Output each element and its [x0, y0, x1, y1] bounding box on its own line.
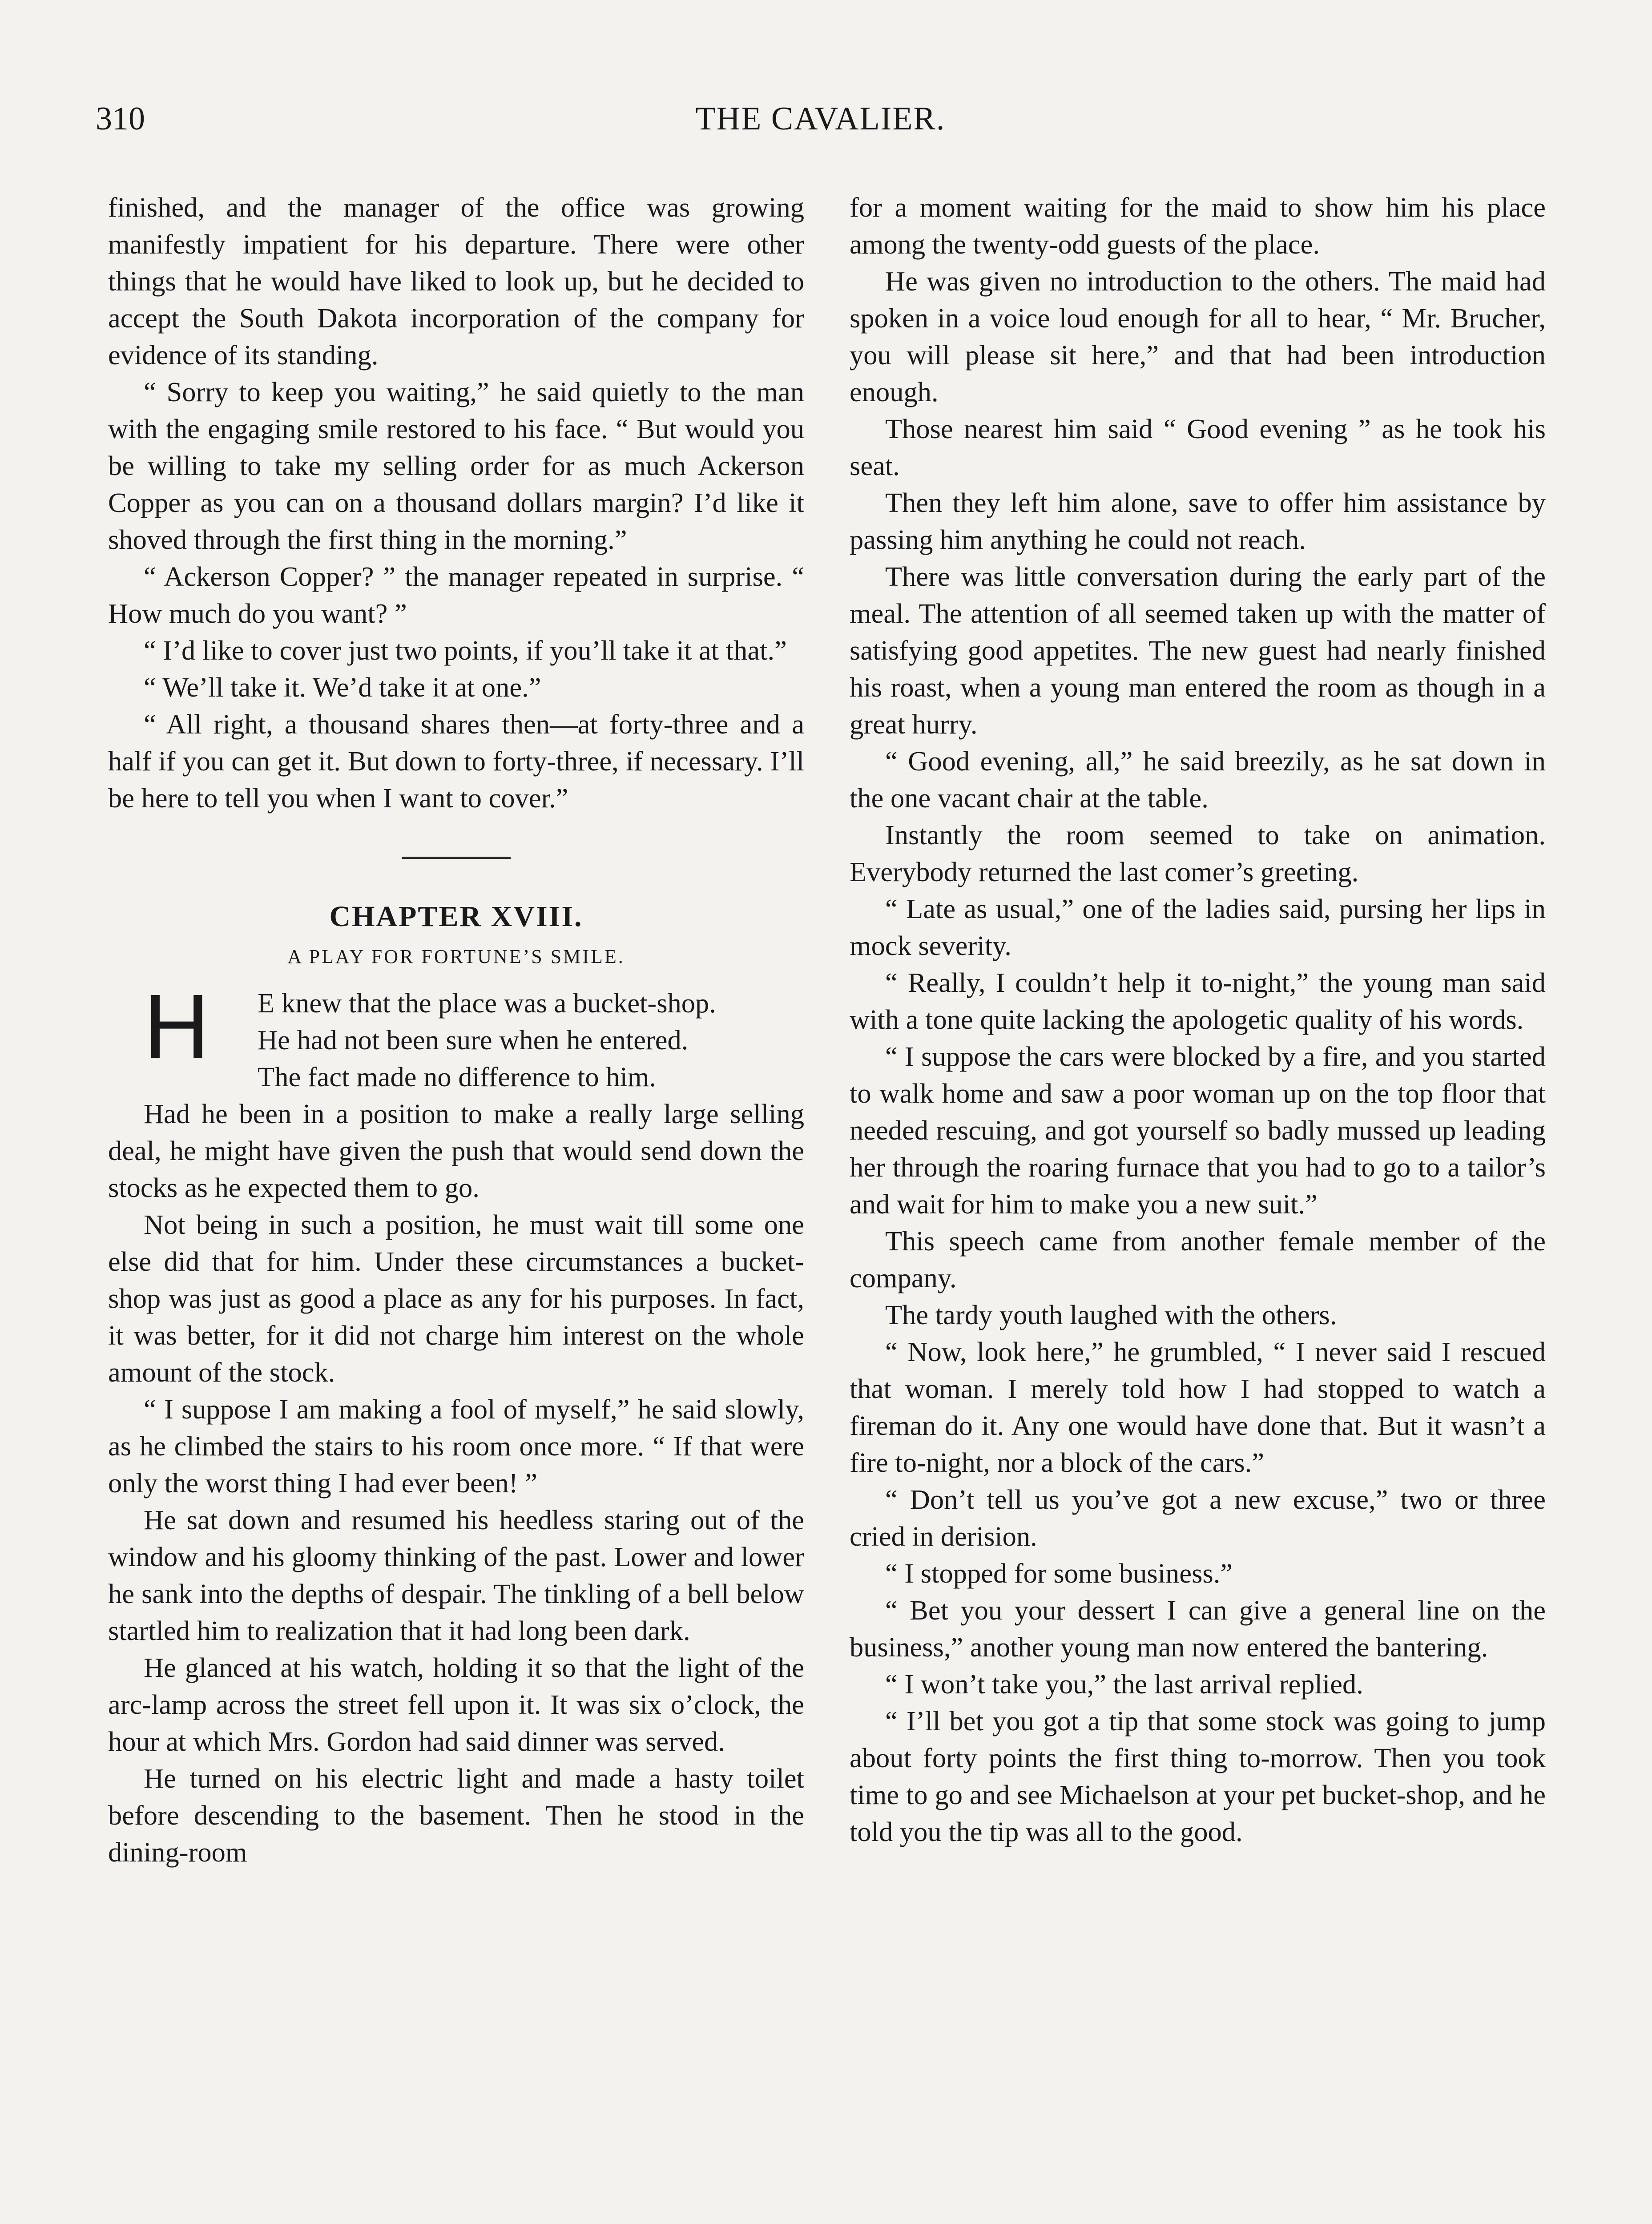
paragraph: “ Bet you your dessert I can give a general line on the business,” another young man now entered the bantering.	[850, 1595, 1546, 1663]
paragraph: “ Ackerson Copper? ” the manager repeated in surprise. “ How much do you want? ”	[108, 561, 804, 629]
dropcap-line: He had not been sure when he entered.	[258, 1024, 689, 1056]
right-column	[850, 189, 1546, 1850]
paragraph: finished, and the manager of the office was growing manifestly impatient for his departure. There were other things that he would have liked to look up, but he decided to accept the South Dakota incorporation of the company for evidence of its standing.	[108, 192, 804, 371]
paragraph: “ I’ll bet you got a tip that some stock was going to jump about forty points the first thing to-morrow. Then you took time to go and see Michaelson at your pet bucket-shop, and he told you the tip was all to the good.	[850, 1705, 1546, 1847]
paragraph: “ Late as usual,” one of the ladies said, pursing her lips in mock severity.	[850, 893, 1546, 961]
paragraph: Not being in such a position, he must wait till some one else did that for him. Under these circumstances a bucket-shop was just as good a place as any for his purposes. In fact, it was better, for it did not charge him interest on the whole amount of the stock.	[108, 1209, 804, 1388]
dropcap-line: The fact made no difference to him.	[258, 1061, 657, 1092]
paragraph: Then they left him alone, save to offer him assistance by passing him anything he could not reach.	[850, 487, 1546, 555]
paragraph: “ Don’t tell us you’ve got a new excuse,” two or three cried in derision.	[850, 1484, 1546, 1552]
paragraph: This speech came from another female member of the company.	[850, 1225, 1546, 1293]
chapter-title: CHAPTER XVIII.	[329, 900, 583, 933]
paragraph: for a moment waiting for the maid to show him his place among the twenty-odd guests of the place.	[850, 192, 1546, 260]
chapter-subtitle: A PLAY FOR FORTUNE’S SMILE.	[287, 946, 625, 967]
paragraph: He turned on his electric light and made a hasty toilet before descending to the basement. Then he stood in the dining-room	[108, 1763, 804, 1868]
page-header	[96, 100, 1545, 149]
dropcap-line: E knew that the place was a bucket-shop.	[258, 987, 716, 1019]
paragraph: He sat down and resumed his heedless staring out of the window and his gloomy thinking of the past. Lower and lower he sank into the depths of despair. The tinkling of a bell below startled him to realization that it had long been dark.	[108, 1504, 804, 1646]
paragraph: “ Sorry to keep you waiting,” he said quietly to the man with the engaging smile restored to his face. “ But would you be willing to take my selling order for as much Ackerson Copper as you can on a thousand dollars margin? I’d like it shoved through the first thing in the morning.”	[108, 376, 804, 555]
left-column	[108, 189, 804, 1871]
paragraph: “ Good evening, all,” he said breezily, as he sat down in the one vacant chair at the table.	[850, 745, 1546, 814]
paragraph: There was little conversation during the early part of the meal. The attention of all seemed taken up with the matter of satisfying good appetites. The new guest had nearly finished his roast, when a young man entered the room as though in a great hurry.	[850, 561, 1546, 740]
paragraph: “ I suppose the cars were blocked by a fire, and you started to walk home and saw a poor woman up on the top floor that needed rescuing, and got yourself so badly mussed up leading her through the roaring furnace that you had to go to a tailor’s and wait for him to make you a new suit.”	[850, 1041, 1546, 1220]
paragraph: “ I won’t take you,” the last arrival replied.	[885, 1668, 1363, 1700]
paragraph: Instantly the room seemed to take on animation. Everybody returned the last comer’s greeting.	[850, 819, 1546, 887]
section-divider	[402, 857, 511, 859]
paragraph: “ All right, a thousand shares then—at forty-three and a half if you can get it. But down to forty-three, if necessary. I’ll be here to tell you when I want to cover.”	[108, 709, 804, 814]
paragraph: “ I’d like to cover just two points, if you’ll take it at that.”	[144, 635, 787, 666]
paragraph: Those nearest him said “ Good evening ” as he took his seat.	[850, 413, 1546, 481]
paragraph: He glanced at his watch, holding it so that the light of the arc-lamp across the street fell upon it. It was six o’clock, the hour at which Mrs. Gordon had said dinner was served.	[108, 1652, 804, 1757]
drop-cap: H	[144, 975, 210, 1077]
running-title: THE CAVALIER.	[695, 101, 946, 137]
paragraph: “ I stopped for some business.”	[885, 1558, 1233, 1589]
dropcap-paragraph	[108, 975, 804, 1096]
paragraph: The tardy youth laughed with the others.	[885, 1299, 1337, 1330]
paragraph: “ Now, look here,” he grumbled, “ I never said I rescued that woman. I merely told how I had stopped to watch a fireman do it. Any one would have done that. But it wasn’t a fire to-night, nor a block of the cars.”	[850, 1336, 1546, 1478]
paragraph: Had he been in a position to make a really large selling deal, he might have given the push that would send down the stocks as he expected them to go.	[108, 1098, 804, 1203]
page-number: 310	[96, 101, 145, 137]
paragraph: “ We’ll take it. We’d take it at one.”	[144, 672, 541, 703]
paragraph: “ I suppose I am making a fool of myself,” he said slowly, as he climbed the stairs to his room once more. “ If that were only the worst thing I had ever been! ”	[108, 1394, 804, 1499]
paragraph: He was given no introduction to the others. The maid had spoken in a voice loud enough for all to hear, “ Mr. Brucher, you will please sit here,” and that had been introduction enough.	[850, 266, 1546, 407]
paragraph: “ Really, I couldn’t help it to-night,” the young man said with a tone quite lacking the apologetic quality of his words.	[850, 967, 1546, 1035]
